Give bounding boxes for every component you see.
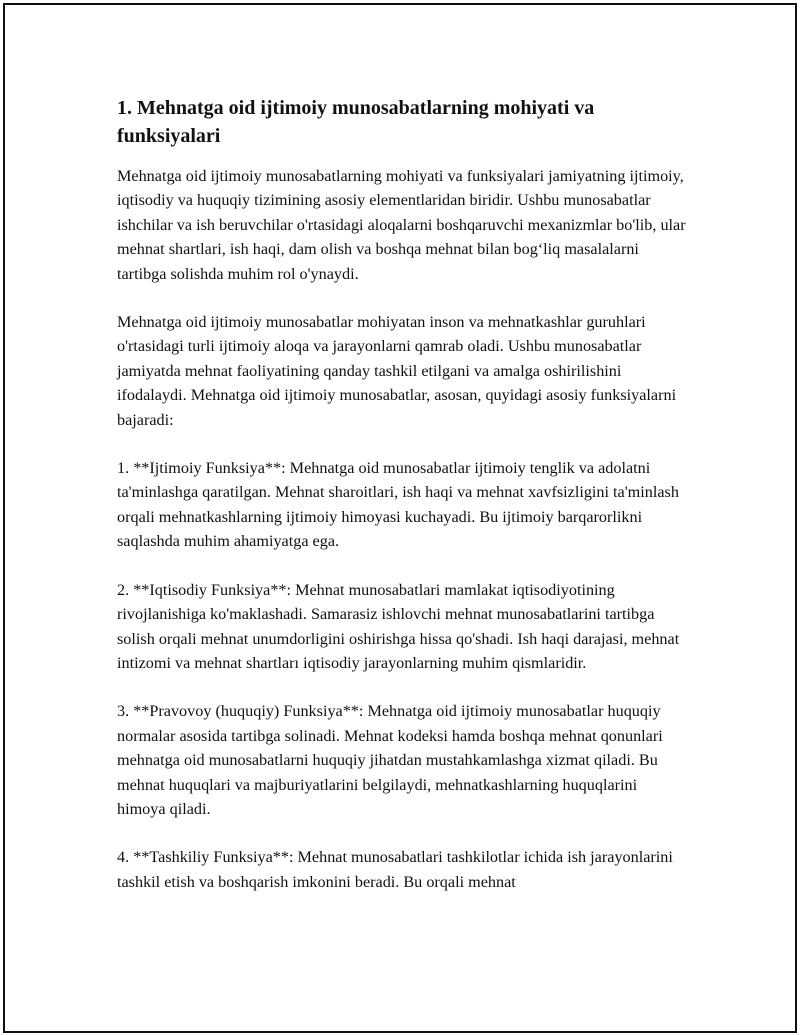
paragraph-essence: Mehnatga oid ijtimoiy munosabatlar mohiyatan inson va mehnatkashlar guruhlari o'rtasidagi turli ijtimoiy aloqa va jarayonlarni qamrab oladi. Ushbu munosabatlar jamiyatda mehnat faoliyatining qanday tashkil etilgani va amalga oshirilishini ifodalaydi. Mehnatga oid ijtimoiy munosabatlar, asosan, quyidagi asosiy funksiyalarni bajaradi:: [117, 313, 677, 429]
document-body: [117, 94, 687, 918]
paragraph-economic-function: 2. **Iqtisodiy Funksiya**: Mehnat munosabatlari mamlakat iqtisodiyotining rivojlanishiga ko'maklashadi. Samarasiz ishlovchi mehnat munosabatlarini tartibga solish orqali mehnat unumdorligini oshirishga hissa qo'shadi. Ish haqi darajasi, mehnat intizomi va mehnat shartları iqtisodiy jarayonlarning muhim qismlaridir.: [117, 580, 680, 672]
section-heading: 1. Mehnatga oid ijtimoiy munosabatlarning mohiyati va funksiyalari: [117, 97, 595, 147]
paragraph-legal-function: 3. **Pravovoy (huquqiy) Funksiya**: Mehnatga oid ijtimoiy munosabatlar huquqiy normalar asosida tartibga solinadi. Mehnat kodeksi hamda boshqa mehnat qonunlari mehnatga oid munosabatlarni huquqiy jihatdan mustahkamlashga xizmat qiladi. Bu mehnat huquqlari va majburiyatlarini belgilaydi, mehnatkashlarning huquqlarini himoya qiladi.: [117, 702, 663, 818]
paragraph-organizational-function: 4. **Tashkiliy Funksiya**: Mehnat munosabatlari tashkilotlar ichida ish jarayonlarini tashkil etish va boshqarish imkonini beradi. Bu orqali mehnat: [117, 848, 673, 891]
paragraph-intro: Mehnatga oid ijtimoiy munosabatlarning mohiyati va funksiyalari jamiyatning ijtimoiy, iqtisodiy va huquqiy tizimining asosiy elementlaridan biridir. Ushbu munosabatlar ishchilar va ish beruvchilar o'rtasidagi aloqalarni boshqaruvchi mexanizmlar bo'lib, ular mehnat shartlari, ish haqi, dam olish va boshqa mehnat bilan bog‘liq masalalarni tartibga solishda muhim rol o'ynaydi.: [117, 167, 686, 283]
paragraph-social-function: 1. **Ijtimoiy Funksiya**: Mehnatga oid munosabatlar ijtimoiy tenglik va adolatni ta'minlashga qaratilgan. Mehnat sharoitlari, ish haqi va mehnat xavfsizligini ta'minlash orqali mehnatkashlarning ijtimoiy himoyasi kuchayadi. Bu ijtimoiy barqarorlikni saqlashda muhim ahamiyatga ega.: [117, 459, 679, 551]
